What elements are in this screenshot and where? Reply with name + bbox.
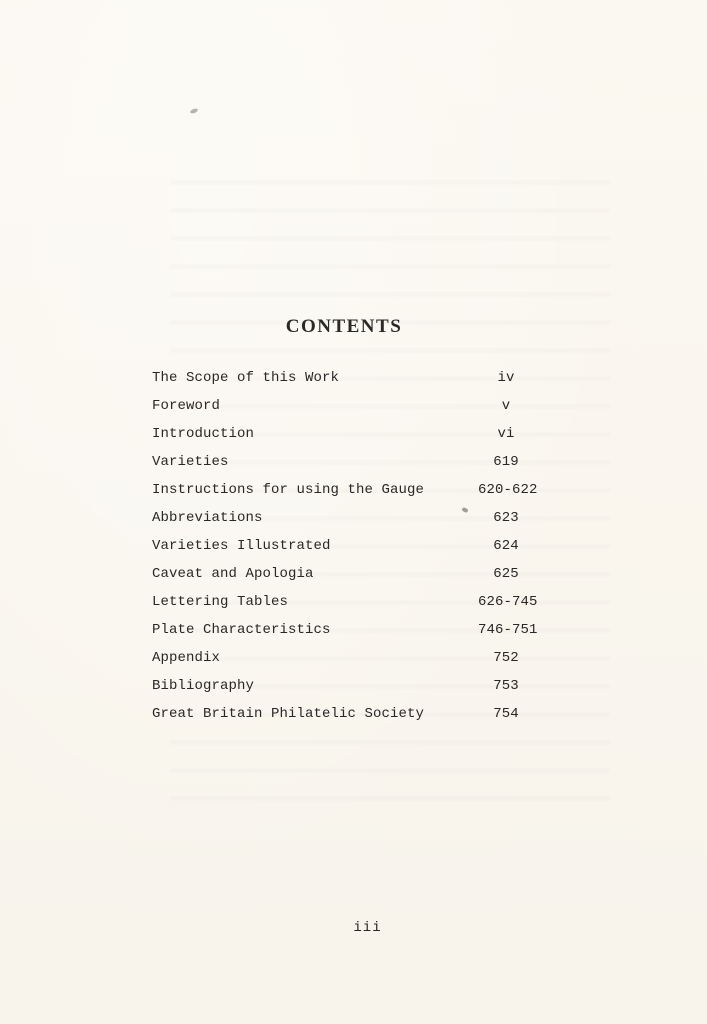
toc-entry-title: Instructions for using the Gauge — [152, 482, 425, 498]
toc-entry-title: Plate Characteristics — [152, 622, 331, 638]
toc-entry — [152, 617, 552, 645]
toc-entry-page: 754 — [493, 706, 519, 722]
toc-entry-page: 625 — [493, 566, 519, 582]
toc-entry-title: Foreword — [152, 398, 221, 414]
toc-entry-page: 624 — [493, 538, 519, 554]
toc-entry-page: 619 — [493, 454, 519, 470]
toc-entry-title: Abbreviations — [152, 510, 263, 526]
toc-entry — [152, 561, 552, 589]
toc-entry — [152, 673, 552, 701]
toc-entry-page: 752 — [493, 650, 519, 666]
toc-entry-page: iv — [497, 370, 515, 386]
page-title: CONTENTS — [285, 316, 403, 337]
toc-entry-page: 626-745 — [478, 594, 538, 610]
page-number: iii — [353, 920, 382, 936]
toc-entry-title: Great Britain Philatelic Society — [152, 706, 425, 722]
toc-entry — [152, 645, 552, 673]
toc-entry — [152, 365, 552, 393]
toc-entry — [152, 505, 552, 533]
toc-entry-page: 753 — [493, 678, 519, 694]
toc-entry-page: vi — [497, 426, 515, 442]
toc-entry-page: 623 — [493, 510, 519, 526]
toc-entry — [152, 533, 552, 561]
toc-entry-title: Caveat and Apologia — [152, 566, 314, 582]
toc-entry-page: 620-622 — [478, 482, 538, 498]
paper-speck — [190, 108, 199, 114]
toc-entry-page: 746-751 — [478, 622, 538, 638]
table-of-contents — [152, 365, 552, 729]
toc-entry-title: Varieties — [152, 454, 229, 470]
toc-entry — [152, 701, 552, 729]
toc-entry-page: v — [501, 398, 511, 414]
toc-entry — [152, 421, 552, 449]
toc-entry — [152, 449, 552, 477]
toc-entry — [152, 589, 552, 617]
toc-entry-title: Appendix — [152, 650, 221, 666]
toc-entry-title: The Scope of this Work — [152, 370, 340, 386]
toc-entry-title: Bibliography — [152, 678, 255, 694]
toc-entry-title: Varieties Illustrated — [152, 538, 331, 554]
toc-entry — [152, 477, 552, 505]
toc-entry-title: Introduction — [152, 426, 255, 442]
toc-entry — [152, 393, 552, 421]
toc-entry-title: Lettering Tables — [152, 594, 289, 610]
